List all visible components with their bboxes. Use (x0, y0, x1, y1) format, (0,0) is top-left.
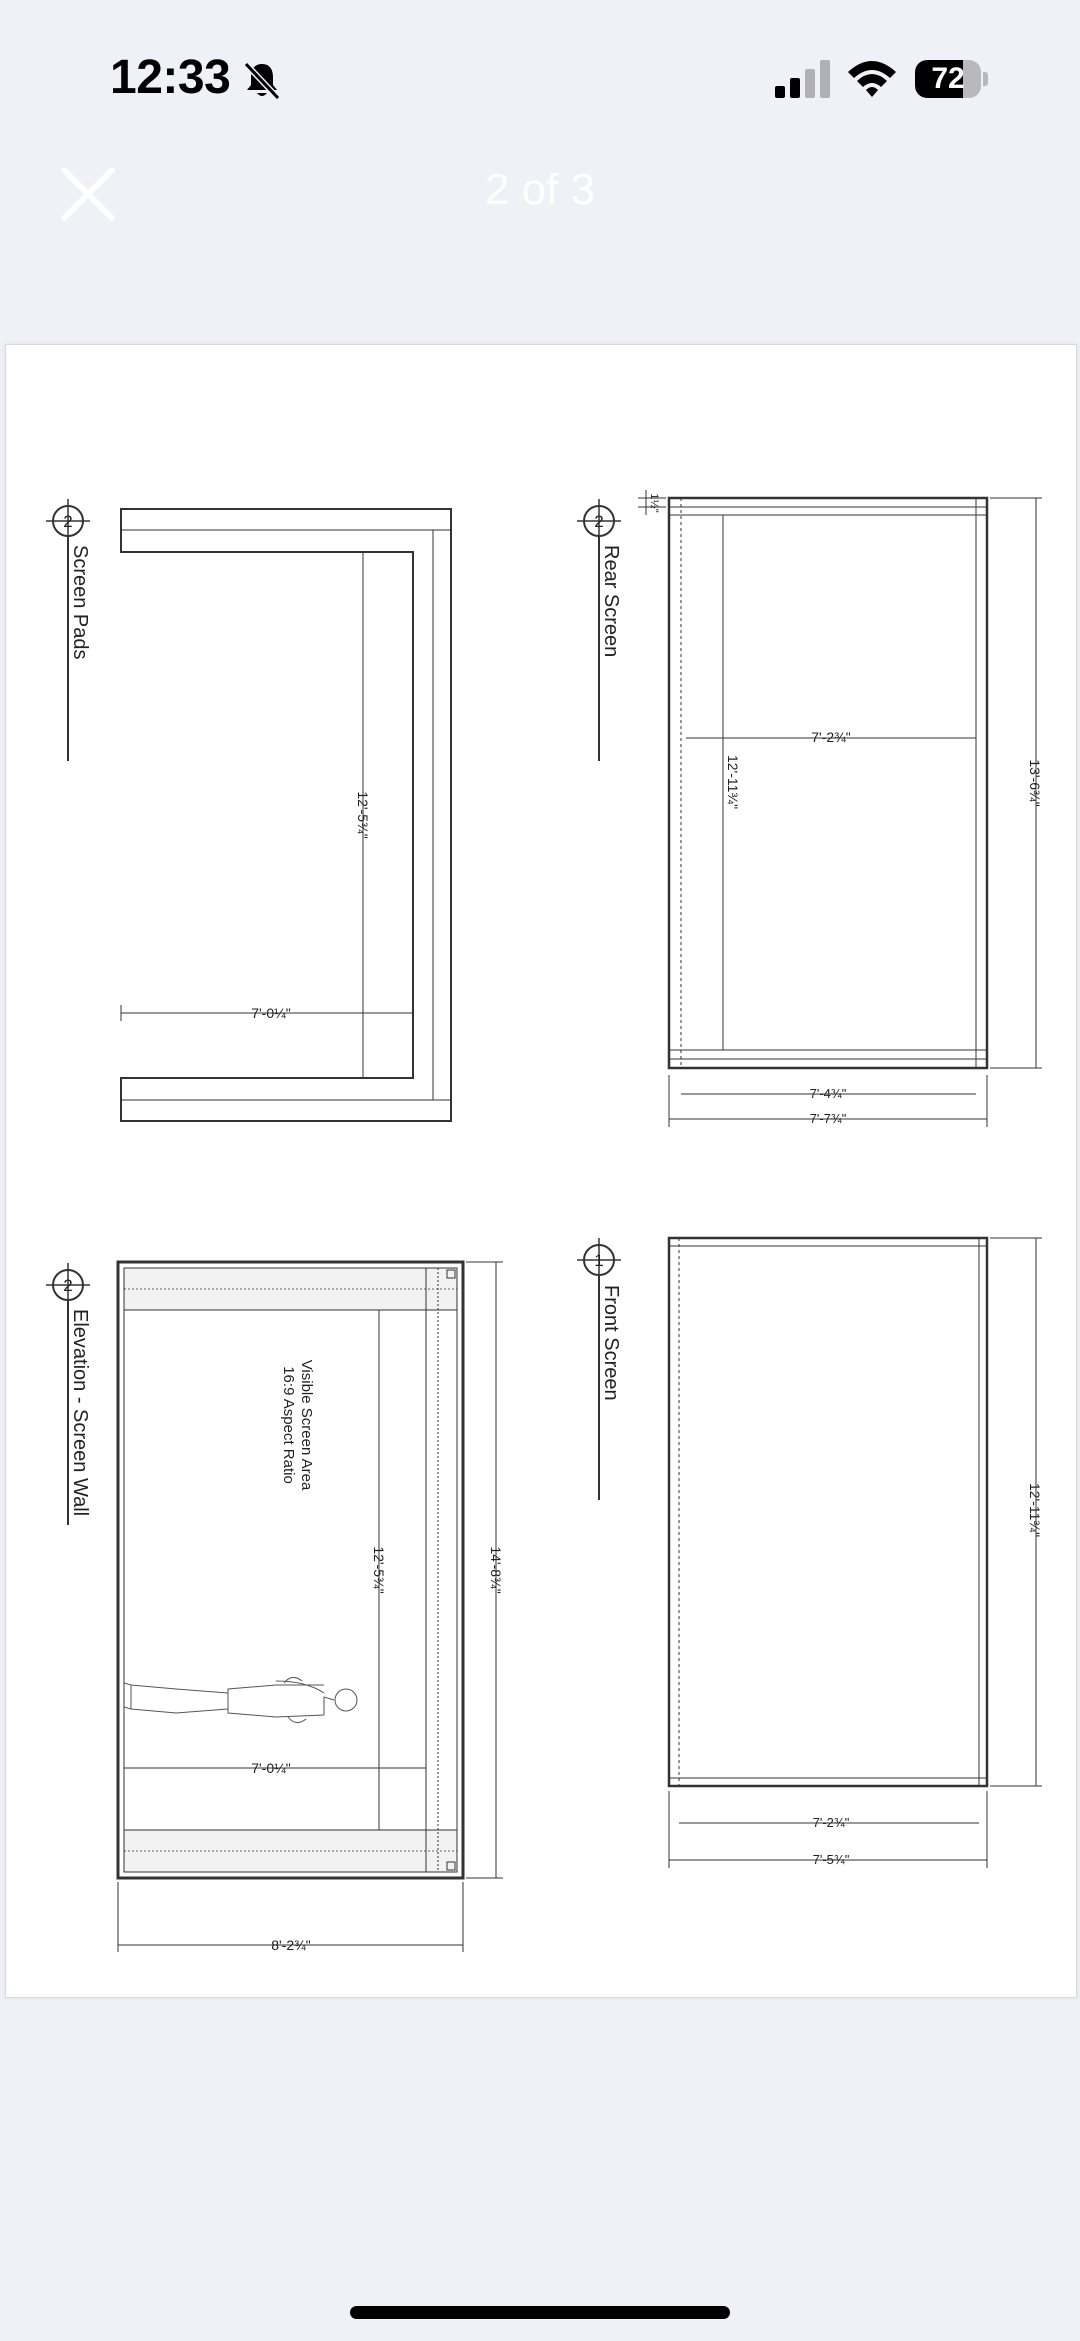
elevation-dim-overall-height: 14'-8¾" (488, 1546, 504, 1594)
person-figure (124, 1677, 357, 1722)
elevation-dim-screen-height: 12'-5¾" (371, 1546, 387, 1594)
rear-screen-dim-inner-height: 12'-11¾" (725, 754, 741, 810)
elevation-title: Elevation - Screen Wall (69, 1309, 91, 1517)
elevation-area-line1: Visible Screen Area (298, 1359, 315, 1491)
screen-pads-view (46, 499, 451, 1121)
home-indicator[interactable] (350, 2306, 730, 2319)
drawing-page[interactable] (5, 344, 1077, 1998)
front-screen-view (577, 1238, 1042, 1868)
wifi-icon (846, 56, 898, 100)
rear-screen-marker: 2 (594, 512, 604, 531)
bell-slash-icon (240, 58, 284, 102)
screen-pads-title: Screen Pads (69, 545, 91, 660)
screen-pads-dim-height: 12'-5¾" (355, 791, 371, 839)
elevation-dim-screen-width: 7'-0¼" (251, 1760, 291, 1776)
rear-screen-view (577, 490, 1042, 1127)
battery-level: 72 (931, 62, 965, 95)
front-screen-dim-width-b: 7'-5¾" (812, 1852, 850, 1867)
elevation-view (46, 1262, 503, 1952)
front-screen-dim-height: 12'-11¾" (1027, 1482, 1043, 1538)
battery-icon (915, 60, 989, 98)
signal-icon (775, 60, 831, 98)
rear-screen-dim-width-a: 7'-4¾" (809, 1086, 847, 1101)
rear-screen-dim-overall-height: 13'-6¾" (1027, 759, 1043, 807)
screen-pads-dim-width: 7'-0¼" (251, 1005, 291, 1021)
elevation-area-line2: 16:9 Aspect Ratio (280, 1366, 297, 1484)
rear-screen-dim-width-b: 7'-7¾" (809, 1111, 847, 1126)
drawing-canvas (6, 345, 1076, 1997)
elevation-dim-overall-width: 8'-2¾" (271, 1937, 311, 1953)
rear-screen-title: Rear Screen (600, 545, 622, 658)
front-screen-marker: 1 (594, 1251, 604, 1270)
elevation-marker: 2 (63, 1276, 73, 1295)
status-bar (0, 0, 1080, 140)
screen-pads-marker: 2 (63, 512, 73, 531)
rear-screen-dim-inner-width: 7'-2¾" (811, 729, 851, 745)
front-screen-title: Front Screen (600, 1285, 622, 1401)
rear-screen-dim-frame: 1½" (648, 493, 660, 513)
front-screen-dim-width-a: 7'-2¾" (812, 1815, 850, 1830)
status-time: 12:33 (110, 51, 231, 104)
page-counter: 2 of 3 (484, 165, 596, 214)
